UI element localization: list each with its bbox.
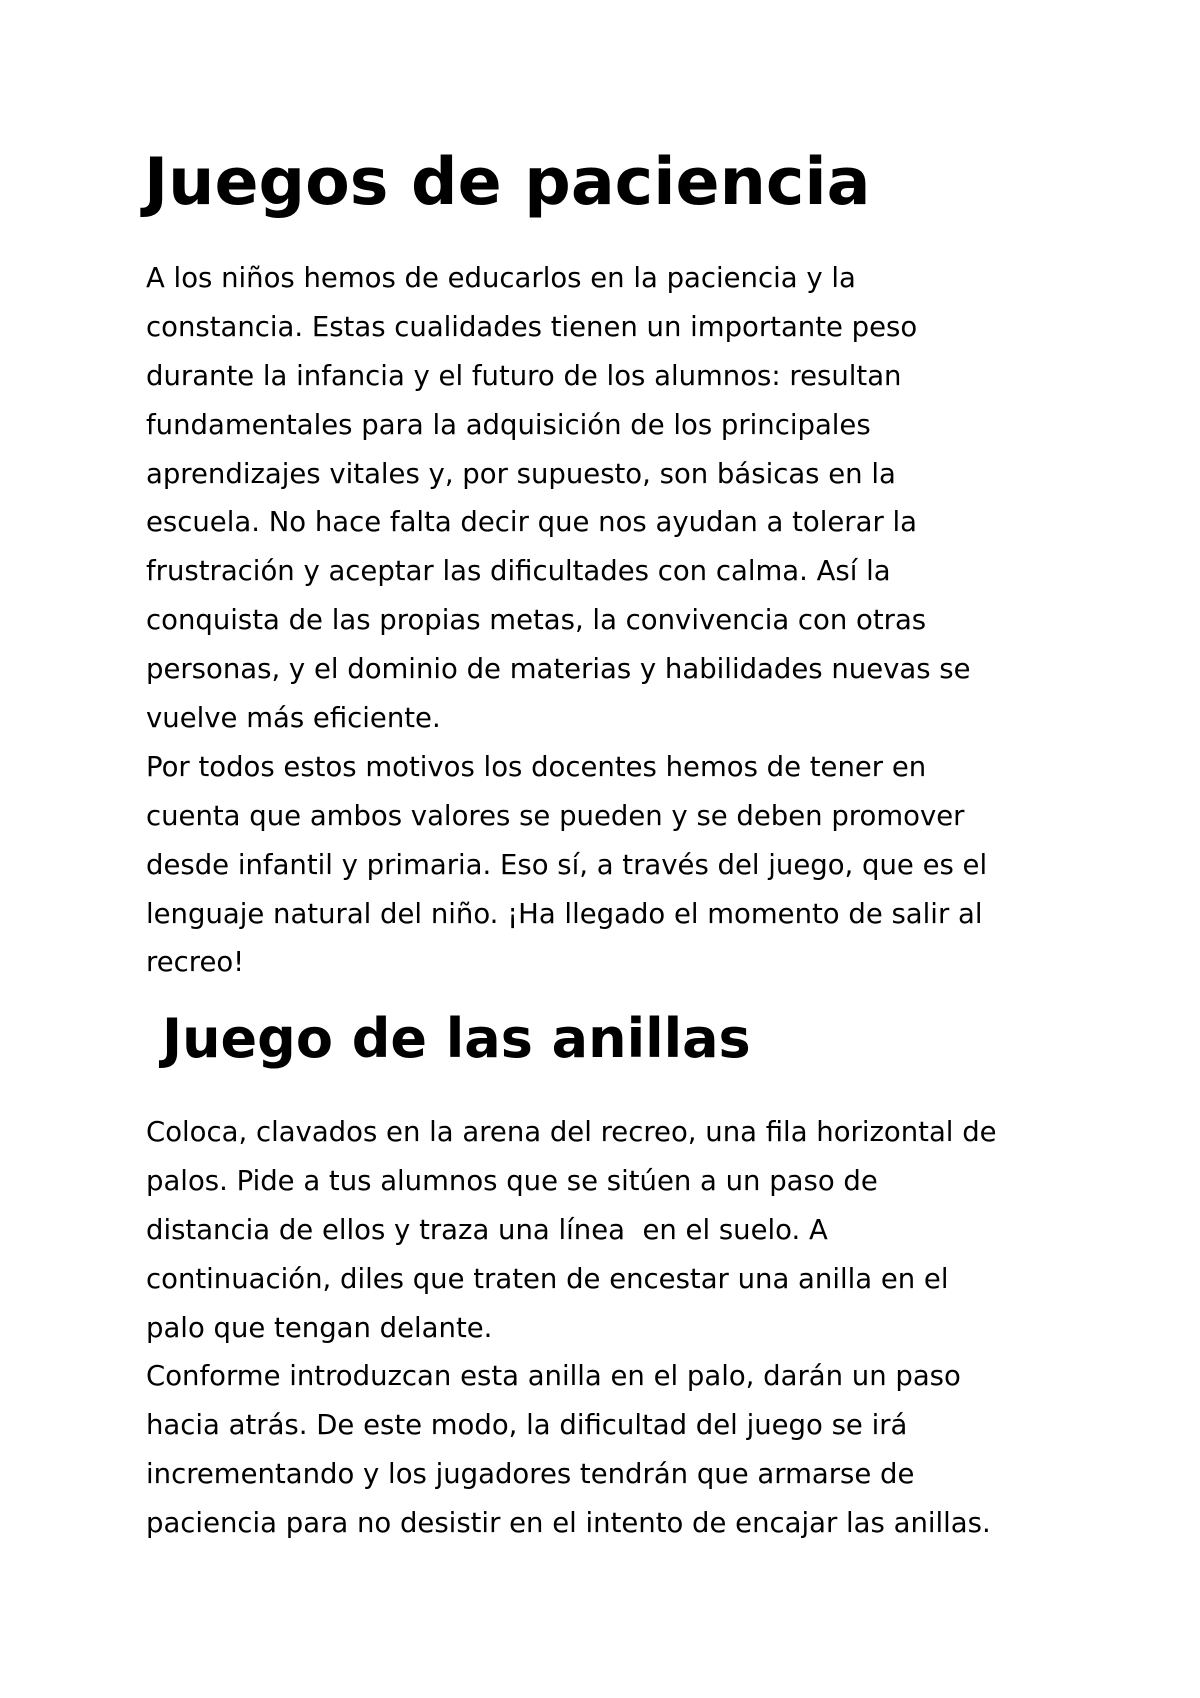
text-line: Conforme introduzcan esta anilla en el palo, darán un paso — [146, 1360, 961, 1393]
intro-paragraphs — [146, 254, 1086, 987]
text-line: fundamentales para la adquisición de los principales — [146, 408, 871, 441]
text-line: hacia atrás. De este modo, la dificultad del juego se irá — [146, 1409, 908, 1442]
text-line: paciencia para no desistir en el intento de encajar las anillas. — [146, 1507, 991, 1540]
text-line: lenguaje natural del niño. ¡Ha llegado el momento de salir al — [146, 897, 983, 930]
text-line: vuelve más eficiente. — [146, 702, 441, 735]
text-line: recreo! — [146, 946, 245, 979]
text-line: cuenta que ambos valores se pueden y se deben promover — [146, 799, 965, 832]
text-line: constancia. Estas cualidades tienen un importante peso — [146, 310, 918, 343]
text-line: escuela. No hace falta decir que nos ayudan a tolerar la — [146, 506, 917, 539]
text-line: aprendizajes vitales y, por supuesto, son básicas en la — [146, 457, 896, 490]
text-line: incrementando y los jugadores tendrán que armarse de — [146, 1458, 915, 1491]
text-line: Por todos estos motivos los docentes hemos de tener en — [146, 750, 927, 783]
page-title: Juegos de paciencia — [144, 145, 871, 220]
text-line: frustración y aceptar las dificultades con calma. Así la — [146, 555, 891, 588]
text-line: distancia de ellos y traza una línea en el suelo. A — [146, 1213, 828, 1246]
section-paragraphs — [146, 1108, 1086, 1548]
text-line: Coloca, clavados en la arena del recreo, una fila horizontal de — [146, 1116, 997, 1148]
text-line: personas, y el dominio de materias y habilidades nuevas se — [146, 653, 971, 686]
text-line: desde infantil y primaria. Eso sí, a través del juego, que es el — [146, 848, 988, 881]
text-line: continuación, diles que traten de encestar una anilla en el — [146, 1262, 949, 1295]
text-line: A los niños hemos de educarlos en la paciencia y la — [146, 262, 856, 294]
text-line: palo que tengan delante. — [146, 1311, 493, 1344]
text-line: conquista de las propias metas, la convivencia con otras — [146, 604, 927, 637]
text-line: durante la infancia y el futuro de los alumnos: resultan — [146, 359, 902, 392]
section-heading: Juego de las anillas — [162, 1007, 751, 1070]
text-line: palos. Pide a tus alumnos que se sitúen a un paso de — [146, 1164, 878, 1197]
